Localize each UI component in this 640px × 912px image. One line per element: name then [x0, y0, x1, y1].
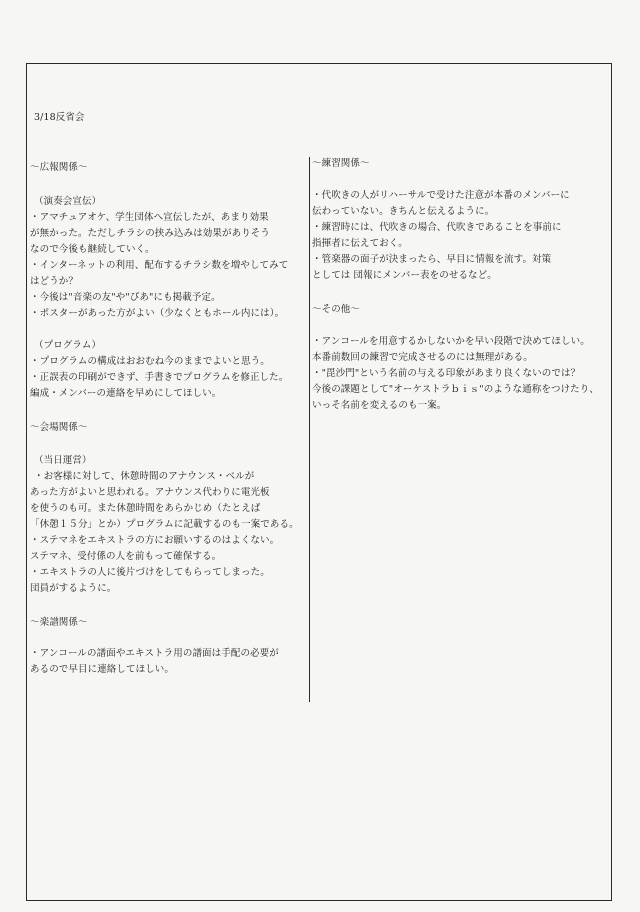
- concert-promo-line: が無かった。ただしチラシの挟み込みは効果がありそう: [30, 228, 271, 239]
- day-operations-line: ・エキストラの人に後片づけをしてもらってしまった。: [30, 567, 270, 578]
- other-line: いっそ名前を変えるのも一案。: [312, 400, 447, 411]
- other-line: 本番前数回の練習で完成させるのには無理がある。: [312, 352, 533, 363]
- day-operations-line: 「休憩１５分」とか）プログラムに記載するのも一案である。: [30, 519, 299, 530]
- practice-line: ・練習時には、代吹きの場合、代吹きであることを事前に: [312, 222, 562, 233]
- practice-line: 指揮者に伝えておく。: [312, 238, 408, 249]
- score-line: あるので早目に連絡してほしい。: [30, 664, 175, 675]
- practice-heading: ～練習関係～: [312, 158, 370, 169]
- day-operations-line: あった方がよいと思われる。アナウンス代わりに電光板: [30, 487, 270, 498]
- document-title: 3/18反省会: [34, 112, 85, 123]
- practice-line: としては 団報にメンバー表をのせるなど。: [312, 270, 497, 281]
- day-operations-line: ステマネ、受付係の人を前もって確保する。: [30, 551, 222, 562]
- concert-promo-line: なので今後も継続していく。: [30, 244, 155, 255]
- concert-promo-subheading: （演奏会宣伝）: [34, 196, 102, 207]
- concert-promo-line: ・アマチュアオケ、学生団体へ宣伝したが、あまり効果: [30, 212, 269, 223]
- day-operations-line: ・お客様に対して、休憩時間のアナウンス・ベルが: [34, 471, 255, 482]
- day-operations-line: を使うのも可。また休憩時間をあらかじめ（たとえば: [30, 503, 261, 514]
- program-line: ・プログラムの構成はおおむね今のままでよいと思う。: [30, 356, 270, 367]
- concert-promo-line: ・インターネットの利用、配布するチラシ数を増やしてみて: [30, 260, 289, 271]
- program-line: 編成・メンバーの連絡を早めにしてほしい。: [30, 388, 222, 399]
- other-line: ・アンコールを用意するかしないかを早い段階で決めてほしい。: [312, 336, 590, 347]
- practice-line: ・管楽器の面子が決まったら、早目に情報を流す。対策: [312, 254, 552, 265]
- day-operations-subheading: （当日運営）: [34, 455, 92, 466]
- concert-promo-line: ・ポスターがあった方がよい（少なくともホール内には）。: [30, 308, 285, 319]
- other-line: ・"毘沙門"という名前の与える印象があまり良くないのでは？: [312, 368, 581, 379]
- day-operations-line: 団員がするように。: [30, 583, 117, 594]
- column-divider: [309, 157, 310, 702]
- publicity-heading: ～広報関係～: [30, 162, 88, 173]
- practice-line: 伝わっていない。きちんと伝えるように。: [312, 206, 495, 217]
- concert-promo-line: はどうか？: [30, 276, 79, 287]
- program-subheading: （プログラム）: [34, 340, 102, 351]
- practice-line: ・代吹きの人がリハーサルで受けた注意が本番のメンバーに: [312, 190, 570, 201]
- venue-heading: ～会場関係～: [30, 422, 88, 433]
- score-heading: ～楽譜関係～: [30, 617, 88, 628]
- other-line: 今後の課題として"オーケストラｂｉｓ"のような通称をつけたり、: [312, 384, 599, 395]
- score-line: ・アンコールの譜面やエキストラ用の譜面は手配の必要が: [30, 648, 279, 659]
- concert-promo-line: ・今後は"音楽の友"や"ぴあ"にも掲載予定。: [30, 292, 221, 303]
- day-operations-line: ・ステマネをエキストラの方にお願いするのはよくない。: [30, 535, 280, 546]
- program-line: ・正誤表の印刷ができず、手書きでプログラムを修正した。: [30, 372, 289, 383]
- other-heading: ～その他～: [312, 304, 361, 315]
